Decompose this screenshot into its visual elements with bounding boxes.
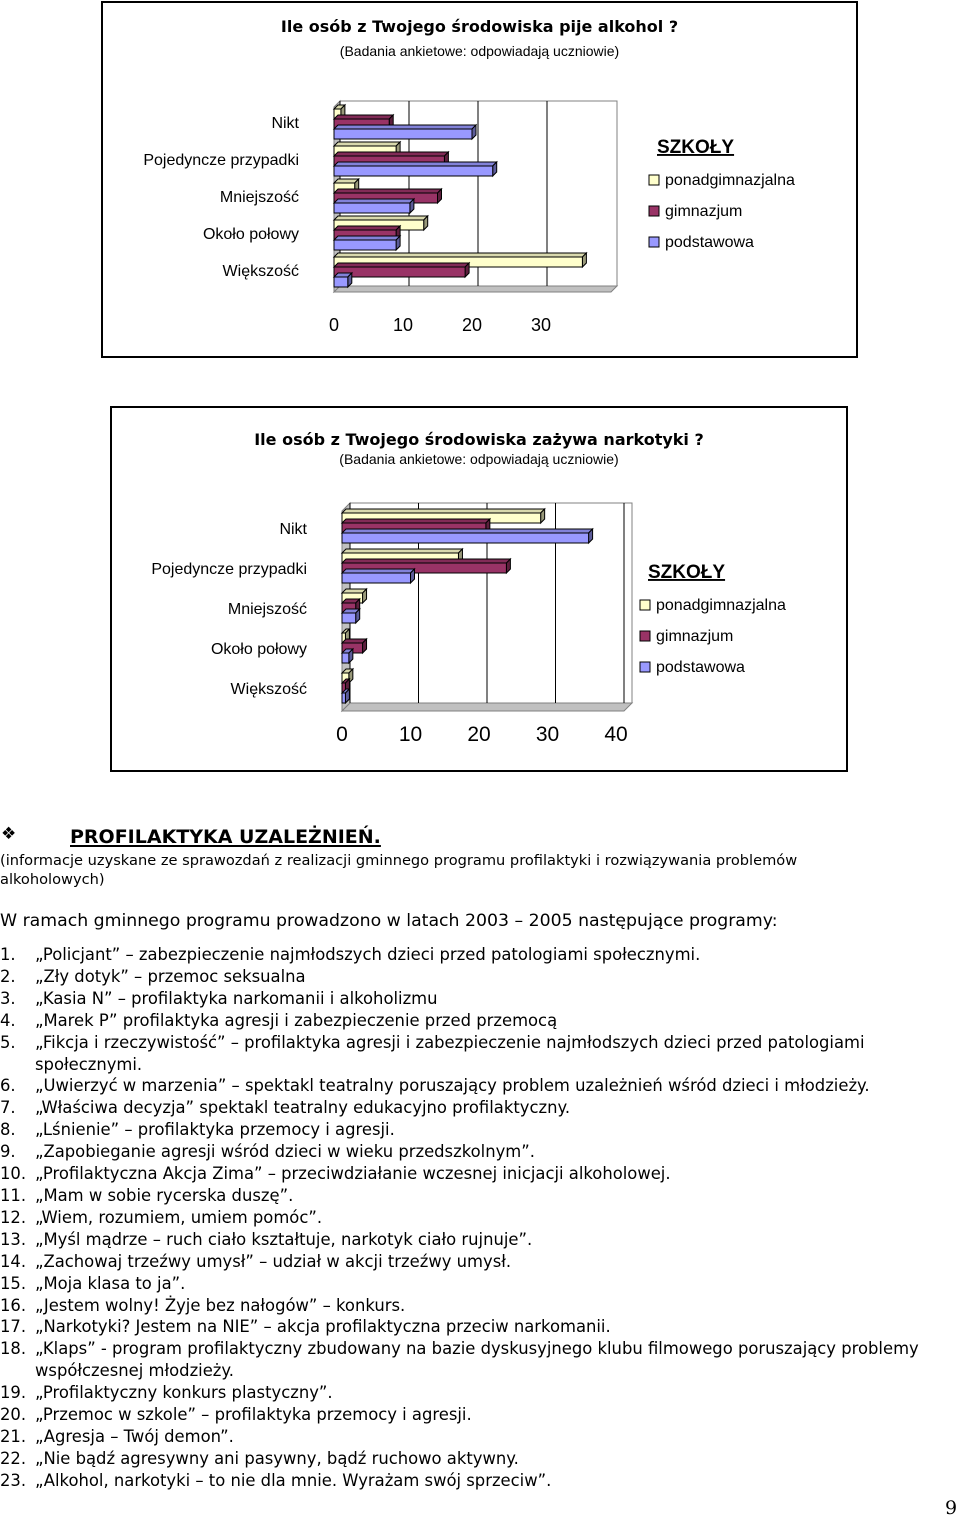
bar-podstawowa [334,125,476,139]
diamond-bullet-icon: ❖ [1,824,17,844]
drugs-chart [110,406,848,772]
bar-gimnazjum [334,263,469,277]
chart-subtitle: (Badania ankietowe: odpowiadają uczniowie) [339,451,619,467]
program-item [0,1404,950,1426]
bar-podstawowa [342,529,593,543]
page-number: 9 [945,1497,958,1519]
program-item [0,1295,950,1317]
program-number: 7. [0,1098,16,1118]
bar-podstawowa [342,569,415,583]
program-text: „Przemoc w szkole” – profilaktyka przemocy i agresji. [35,1405,472,1425]
program-item [0,944,950,966]
program-text: „Mam w sobie rycerska duszę”. [35,1185,294,1205]
x-tick-label: 30 [535,723,560,746]
program-text: „Profilaktyczna Akcja Zima” – przeciwdziałanie wczesnej inicjacji alkoholowej. [35,1164,671,1184]
program-item [0,1316,950,1338]
legend-swatch [649,237,659,247]
program-item [0,1163,950,1185]
category-label: Nikt [279,521,307,538]
program-number: 1. [0,945,16,964]
program-item [0,1229,950,1251]
program-text: „Lśnienie” – profilaktyka przemocy i agresji. [35,1120,395,1140]
bar-podstawowa [334,199,414,213]
program-number: 3. [0,988,16,1008]
alcohol-chart [101,1,858,358]
category-label: Około połowy [202,226,299,243]
category-label: Mniejszość [227,601,307,618]
x-tick-label: 10 [392,315,414,335]
legend-swatch [640,631,650,641]
program-text: „Zapobieganie agresji wśród dzieci w wieku przedszkolnym”. [35,1142,535,1162]
x-tick-label: 20 [467,723,491,746]
alcohol-chart-plot [103,3,856,356]
program-item [0,1338,950,1382]
program-item [0,1010,950,1032]
program-number: 18. [0,1339,27,1359]
chart-title: Ile osób z Twojego środowiska pije alkohol ? [280,17,679,36]
program-number: 16. [0,1295,27,1315]
x-tick-label: 0 [336,723,348,746]
category-label: Nikt [271,115,299,132]
x-tick-label: 30 [530,315,552,335]
program-number: 17. [0,1317,27,1337]
category-label: Pojedyncze przypadki [151,561,307,578]
program-item [0,1426,950,1448]
program-number: 2. [0,966,16,986]
program-text: „Moja klasa to ja”. [35,1273,186,1293]
program-item [0,1448,950,1470]
drugs-chart-plot [112,408,846,770]
legend-label: ponadgimnazjalna [656,597,786,614]
intro-text: W ramach gminnego programu prowadzono w latach 2003 – 2005 następujące programy: [0,911,778,931]
category-label: Około połowy [210,641,307,658]
program-text: „Alkohol, narkotyki – to nie dla mnie. Wyrażam swój sprzeciw”. [35,1470,552,1490]
legend-title: SZKOŁY [648,562,726,583]
program-number: 23. [0,1470,27,1490]
program-item [0,1470,950,1492]
program-text: „Jestem wolny! Żyje bez nałogów” – konkurs. [35,1295,406,1315]
program-item [0,1141,950,1163]
chart-subtitle: (Badania ankietowe: odpowiadają uczniowie) [339,43,620,59]
legend-label: ponadgimnazjalna [665,172,795,189]
bar-podstawowa [334,162,497,176]
legend-title: SZKOŁY [657,137,735,158]
program-number: 15. [0,1273,27,1293]
legend-label: gimnazjum [665,203,743,220]
program-text: „Właściwa decyzja” spektakl teatralny edukacyjno profilaktyczny. [35,1098,571,1118]
program-number: 6. [0,1076,16,1096]
program-item [0,1185,950,1207]
section-heading [1,824,601,848]
program-number: 19. [0,1383,27,1403]
program-number: 10. [0,1164,27,1184]
program-text: „Kasia N” – profilaktyka narkomanii i alkoholizmu [35,988,438,1008]
program-number: 4. [0,1010,16,1030]
program-item [0,1251,950,1273]
program-item [0,1273,950,1295]
program-item [0,1097,950,1119]
legend-label: podstawowa [665,234,754,251]
program-item [0,1207,950,1229]
x-tick-label: 40 [604,723,628,746]
program-item [0,988,950,1010]
program-number: 11. [0,1185,27,1205]
program-number: 5. [0,1032,16,1052]
program-item [0,1032,950,1076]
category-label: Mniejszość [219,189,299,206]
program-text: „Uwierzyć w marzenia” – spektakl teatralny poruszający problem uzależnień wśród dzieci i młodzieży. [35,1076,870,1096]
program-text: „Zachowaj trzeźwy umysł” – udział w akcji trzeźwy umysł. [35,1251,512,1271]
legend-swatch [640,662,650,672]
legend-swatch [640,600,650,610]
program-item [0,1075,950,1097]
program-text: „Narkotyki? Jestem na NIE” – akcja profilaktyczna przeciw narkomanii. [35,1317,611,1337]
program-text: „Policjant” – zabezpieczenie najmłodszych dzieci przed patologiami społecznymi. [35,945,701,964]
plot-floor [334,286,617,292]
source-note: (informacje uzyskane ze sprawozdań z realizacji gminnego programu profilaktyki i rozwiązywania problemów alkoholowych) [0,852,798,888]
category-label: Większość [230,681,307,698]
bar-podstawowa [334,273,352,287]
chart-title: Ile osób z Twojego środowiska zażywa narkotyki ? [254,430,704,449]
legend-label: podstawowa [656,659,745,676]
program-text: „Marek P” profilaktyka agresji i zabezpieczenie przed przemocą [35,1010,558,1030]
plot-floor [342,703,632,711]
legend-swatch [649,175,659,185]
section-heading-text: PROFILAKTYKA UZALEŻNIEŃ. [70,826,381,848]
legend-swatch [649,206,659,216]
program-text: „Nie bądź agresywny ani pasywny, bądź ruchowo aktywny. [35,1448,519,1468]
program-text: „Klaps” - program profilaktyczny zbudowany na bazie dyskusyjnego klubu filmowego poruszający problemy współczesnej młodzieży. [35,1339,919,1381]
x-tick-label: 0 [328,315,340,335]
bar-podstawowa [342,649,353,663]
program-text: „Fikcja i rzeczywistość” – profilaktyka agresji i zabezpieczenie najmłodszych dzieci przed patologiami społecznymi. [35,1032,865,1074]
program-text: „Agresja – Twój demon”. [35,1426,234,1446]
program-number: 21. [0,1426,27,1446]
program-number: 8. [0,1120,16,1140]
legend-label: gimnazjum [656,628,734,645]
program-list [0,944,950,1492]
program-number: 12. [0,1207,27,1227]
program-text: „Profilaktyczny konkurs plastyczny”. [35,1383,333,1403]
program-number: 22. [0,1448,27,1468]
x-tick-label: 20 [461,315,483,335]
program-number: 13. [0,1229,27,1249]
program-item [0,1119,950,1141]
program-text: „Zły dotyk” – przemoc seksualna [35,966,306,986]
program-number: 20. [0,1405,27,1425]
program-item [0,966,950,988]
category-label: Pojedyncze przypadki [143,152,299,169]
bar-podstawowa [334,236,400,250]
program-item [0,1382,950,1404]
program-number: 9. [0,1142,16,1162]
program-text: „Myśl mądrze – ruch ciało kształtuje, narkotyk ciało rujnuje”. [35,1229,533,1249]
bar-podstawowa [342,609,360,623]
program-text: „Wiem, rozumiem, umiem pomóc”. [35,1207,323,1227]
category-label: Większość [222,263,299,280]
x-tick-label: 10 [398,723,423,746]
program-number: 14. [0,1251,27,1271]
